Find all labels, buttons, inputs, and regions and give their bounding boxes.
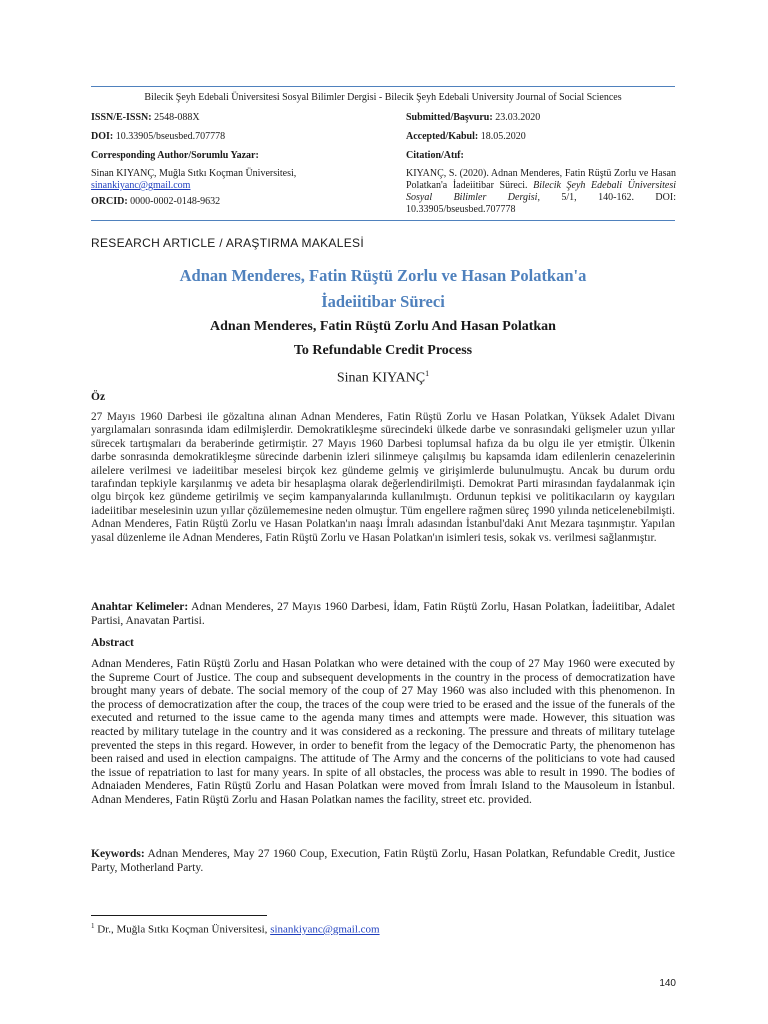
accepted-value: 18.05.2020 xyxy=(480,131,526,142)
author-footnote-mark: 1 xyxy=(425,369,430,378)
title-turkish-line2: İadeiitibar Süreci xyxy=(321,292,445,311)
title-english-line2: To Refundable Credit Process xyxy=(293,343,473,358)
footnote-text: Dr., Muğla Sıtkı Koçman Üniversitesi, xyxy=(97,923,268,936)
submitted-value: 23.03.2020 xyxy=(495,112,541,123)
doi-value: 10.33905/bseusbed.707778 xyxy=(115,131,226,142)
footnote-mark: 1 xyxy=(91,922,95,930)
issn-label: ISSN/E-ISSN: xyxy=(91,112,152,123)
citation-label: Citation/Atıf: xyxy=(406,150,464,161)
journal-name: Bilecik Şeyh Edebali Üniversitesi Sosyal Bilimler Dergisi - Bilecik Şeyh Edebali University Journal of Social Sciences xyxy=(144,92,622,103)
title-english-line1: Adnan Menderes, Fatin Rüştü Zorlu And Hasan Polatkan xyxy=(210,319,556,334)
accepted-label: Accepted/Kabul: xyxy=(406,131,479,142)
submitted-label: Submitted/Başvuru: xyxy=(406,112,493,123)
page-number: 140 xyxy=(659,978,676,989)
citation-part1: KIYANÇ, S. (2020). Adnan Menderes, Fatin Rüştü Zorlu ve Hasan Polatkan'a İadeiitibar Süreci. xyxy=(406,168,676,191)
oz-keywords xyxy=(91,601,675,628)
title-turkish-line1: Adnan Menderes, Fatin Rüştü Zorlu ve Hasan Polatkan'a xyxy=(179,266,587,285)
corresponding-heading xyxy=(91,150,361,162)
abstract-heading: Abstract xyxy=(91,637,134,649)
orcid-line xyxy=(91,196,361,208)
orcid-label: ORCID: xyxy=(91,196,128,207)
article-type: RESEARCH ARTICLE / ARAŞTIRMA MAKALESİ xyxy=(91,236,364,250)
author-name xyxy=(91,369,675,387)
issn-line xyxy=(91,112,361,124)
doi-line xyxy=(91,131,361,143)
submitted-line xyxy=(406,112,676,124)
corresponding-author xyxy=(91,168,361,192)
citation-text xyxy=(406,168,676,216)
abstract-keywords-text: Adnan Menderes, May 27 1960 Coup, Execution, Fatin Rüştü Zorlu, Hasan Polatkan, Refundable Credit, Justice Party, Motherland Party. xyxy=(91,848,675,874)
issn-value: 2548-088X xyxy=(154,112,200,123)
footnote xyxy=(91,922,380,936)
citation-part2: , 5/1, 140-162. DOI: 10.33905/bseusbed.707778 xyxy=(406,192,676,215)
abstract-body: Adnan Menderes, Fatin Rüştü Zorlu and Hasan Polatkan who were detained with the coup of 27 May 1960 were executed by the Supreme Court of Justice. The coup and subsequent developments in the country in the process of democratization have brought many years of debate. The social memory of the coup of 27 May 1960 was also included with this phenomenon. In the process of democratization after the coup, the traces of the coup were tried to be erased and the issue of the funerals of the executed and returned to the issue came to the agenda many times and attempts were made. However, this situation was reacted by military tutelage in the country and it was considered as a reckoning. The pressure and threats of military tutelage prevented the steps in this regard. However, in order to benefit from the legacy of the Democratic Party, the phenomenon has been raised and used in election campaigns. The attitude of The Army and the concerns of the politicians to vote had caused the issue of repatriation to last for many years. In spite of all obstacles, the process was able to result in 1990. The bodies of Adnaiaden Menderes, Fatin Rüştü Zorlu and Hasan Polatkan were moved from İmralı Island to the Mausoleum in İstanbul. Adnan Menderes, Fatin Rüştü Zorlu and Hasan Polatkan names the facility, street etc. provided. xyxy=(91,658,675,806)
oz-keywords-label: Anahtar Kelimeler: xyxy=(91,601,189,613)
corresponding-text: Sinan KIYANÇ, Muğla Sıtkı Koçman Üniversitesi, xyxy=(91,168,297,179)
orcid-value: 0000-0002-0148-9632 xyxy=(130,196,221,207)
oz-heading: Öz xyxy=(91,391,106,403)
citation-journal: Bilecik Şeyh Edebali Üniversitesi Sosyal Bilimler Dergisi xyxy=(406,180,676,203)
corresponding-email-link[interactable]: sinankiyanc@gmail.com xyxy=(91,180,191,191)
abstract-keywords-label: Keywords: xyxy=(91,848,145,860)
header-bottom-rule xyxy=(91,220,675,221)
citation-heading xyxy=(406,150,676,162)
doi-label: DOI: xyxy=(91,131,114,142)
footnote-rule xyxy=(91,915,267,916)
author-text: Sinan KIYANÇ xyxy=(336,370,426,386)
footnote-email-link[interactable]: sinankiyanc@gmail.com xyxy=(270,923,380,936)
oz-body: 27 Mayıs 1960 Darbesi ile gözaltına alınan Adnan Menderes, Fatin Rüştü Zorlu ve Hasan Polatkan, Yüksek Adalet Divanı yargılamaları sonrasında idam edilmişlerdir. Demokratikleşme sürecindeki ülkede darbe ve sonrasındaki gelişmeler uzun yıllar sürecek tartışmaları da beraberinde getirmiştir. 27 Mayıs 1960 Darbesi toplumsal hafıza da bu olgu ile yer etmiştir. Ülkenin darbe sonrasında demokratikleşme sürecinde darbenin izleri silinmeye çalışılmış bu kapsamda idam edilenlerin cenazelerinin ailelere verilmesi ve iadeiitibar meselesi birçok kez gündeme gelmiş ve girişimlerde bulunulmuştu. Ancak bu durum ordu tarafından tepkiyle karşılanmış ve adeta bir hesaplaşma olarak değerlendirilmişti. Demokrat Parti mirasından faydalanmak için olgu birçok kez gündeme getirilmiş ve seçim kampanyalarında kullanılmıştı. Ordunun tepkisi ve politikacıların oy kaygıları iadeiitibar meselesinin uzun yıllar çözülememesine neden olmuştur. Tüm engellere rağmen süreç 1990 yılında neticelenebilmişti. Adnan Menderes, Fatin Rüştü Zorlu ve Hasan Polatkan'ın naaşı İmralı adasından İstanbul'daki Anıt Mezara taşınmıştır. Yapılan yasal düzenleme ile Adnan Menderes, Fatin Rüştü Zorlu ve Hasan Polatkan'ın isimleri tesis, sokak vs. verilmesi sağlanmıştır. xyxy=(91,411,675,544)
corresponding-label: Corresponding Author/Sorumlu Yazar: xyxy=(91,150,259,161)
abstract-keywords xyxy=(91,848,675,875)
accepted-line xyxy=(406,131,676,143)
header-top-rule xyxy=(91,86,675,87)
oz-keywords-text: Adnan Menderes, 27 Mayıs 1960 Darbesi, İdam, Fatin Rüştü Zorlu, Hasan Polatkan, İadeiitibar, Adalet Partisi, Anavatan Partisi. xyxy=(91,601,675,627)
